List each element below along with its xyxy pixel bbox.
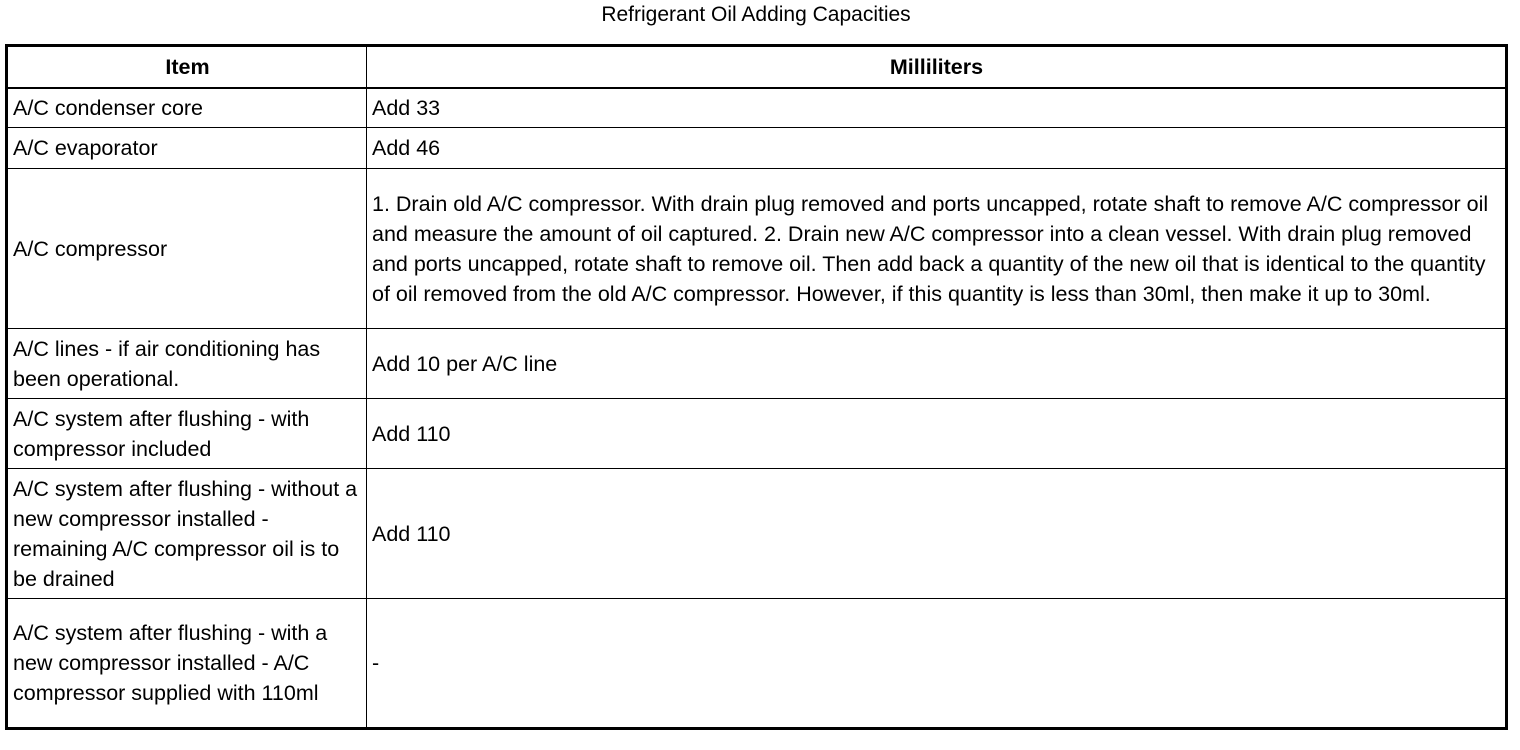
table-row bbox=[7, 169, 1507, 329]
table-row bbox=[7, 399, 1507, 469]
column-header-milliliters: Milliliters bbox=[367, 46, 1507, 89]
item-cell: A/C system after flushing - with a new compressor installed - A/C compressor supplied with 110ml bbox=[7, 599, 367, 729]
item-cell: A/C condenser core bbox=[7, 88, 367, 128]
milliliters-cell: Add 46 bbox=[367, 128, 1507, 169]
table-row bbox=[7, 469, 1507, 599]
milliliters-cell: Add 110 bbox=[367, 469, 1507, 599]
page-title: Refrigerant Oil Adding Capacities bbox=[601, 3, 911, 26]
table-header-row bbox=[7, 46, 1507, 89]
milliliters-cell: 1. Drain old A/C compressor. With drain plug removed and ports uncapped, rotate shaft to remove A/C compressor oil and measure the amount of oil captured. 2. Drain new A/C compressor into a clean vessel. With drain plug removed and ports uncapped, rotate shaft to remove oil. Then add back a quantity of the new oil that is identical to the quantity of oil removed from the old A/C compressor. However, if this quantity is less than 30ml, then make it up to 30ml. bbox=[367, 169, 1507, 329]
milliliters-cell: Add 33 bbox=[367, 88, 1507, 128]
table-row bbox=[7, 128, 1507, 169]
table-row bbox=[7, 329, 1507, 399]
item-cell: A/C lines - if air conditioning has been operational. bbox=[7, 329, 367, 399]
milliliters-cell: - bbox=[367, 599, 1507, 729]
item-cell: A/C compressor bbox=[7, 169, 367, 329]
table-row bbox=[7, 599, 1507, 729]
table-row bbox=[7, 88, 1507, 128]
item-cell: A/C evaporator bbox=[7, 128, 367, 169]
milliliters-cell: Add 10 per A/C line bbox=[367, 329, 1507, 399]
item-cell: A/C system after flushing - with compressor included bbox=[7, 399, 367, 469]
item-cell: A/C system after flushing - without a new compressor installed - remaining A/C compressor oil is to be drained bbox=[7, 469, 367, 599]
column-header-item: Item bbox=[7, 46, 367, 89]
milliliters-cell: Add 110 bbox=[367, 399, 1507, 469]
capacities-table bbox=[5, 44, 1508, 730]
